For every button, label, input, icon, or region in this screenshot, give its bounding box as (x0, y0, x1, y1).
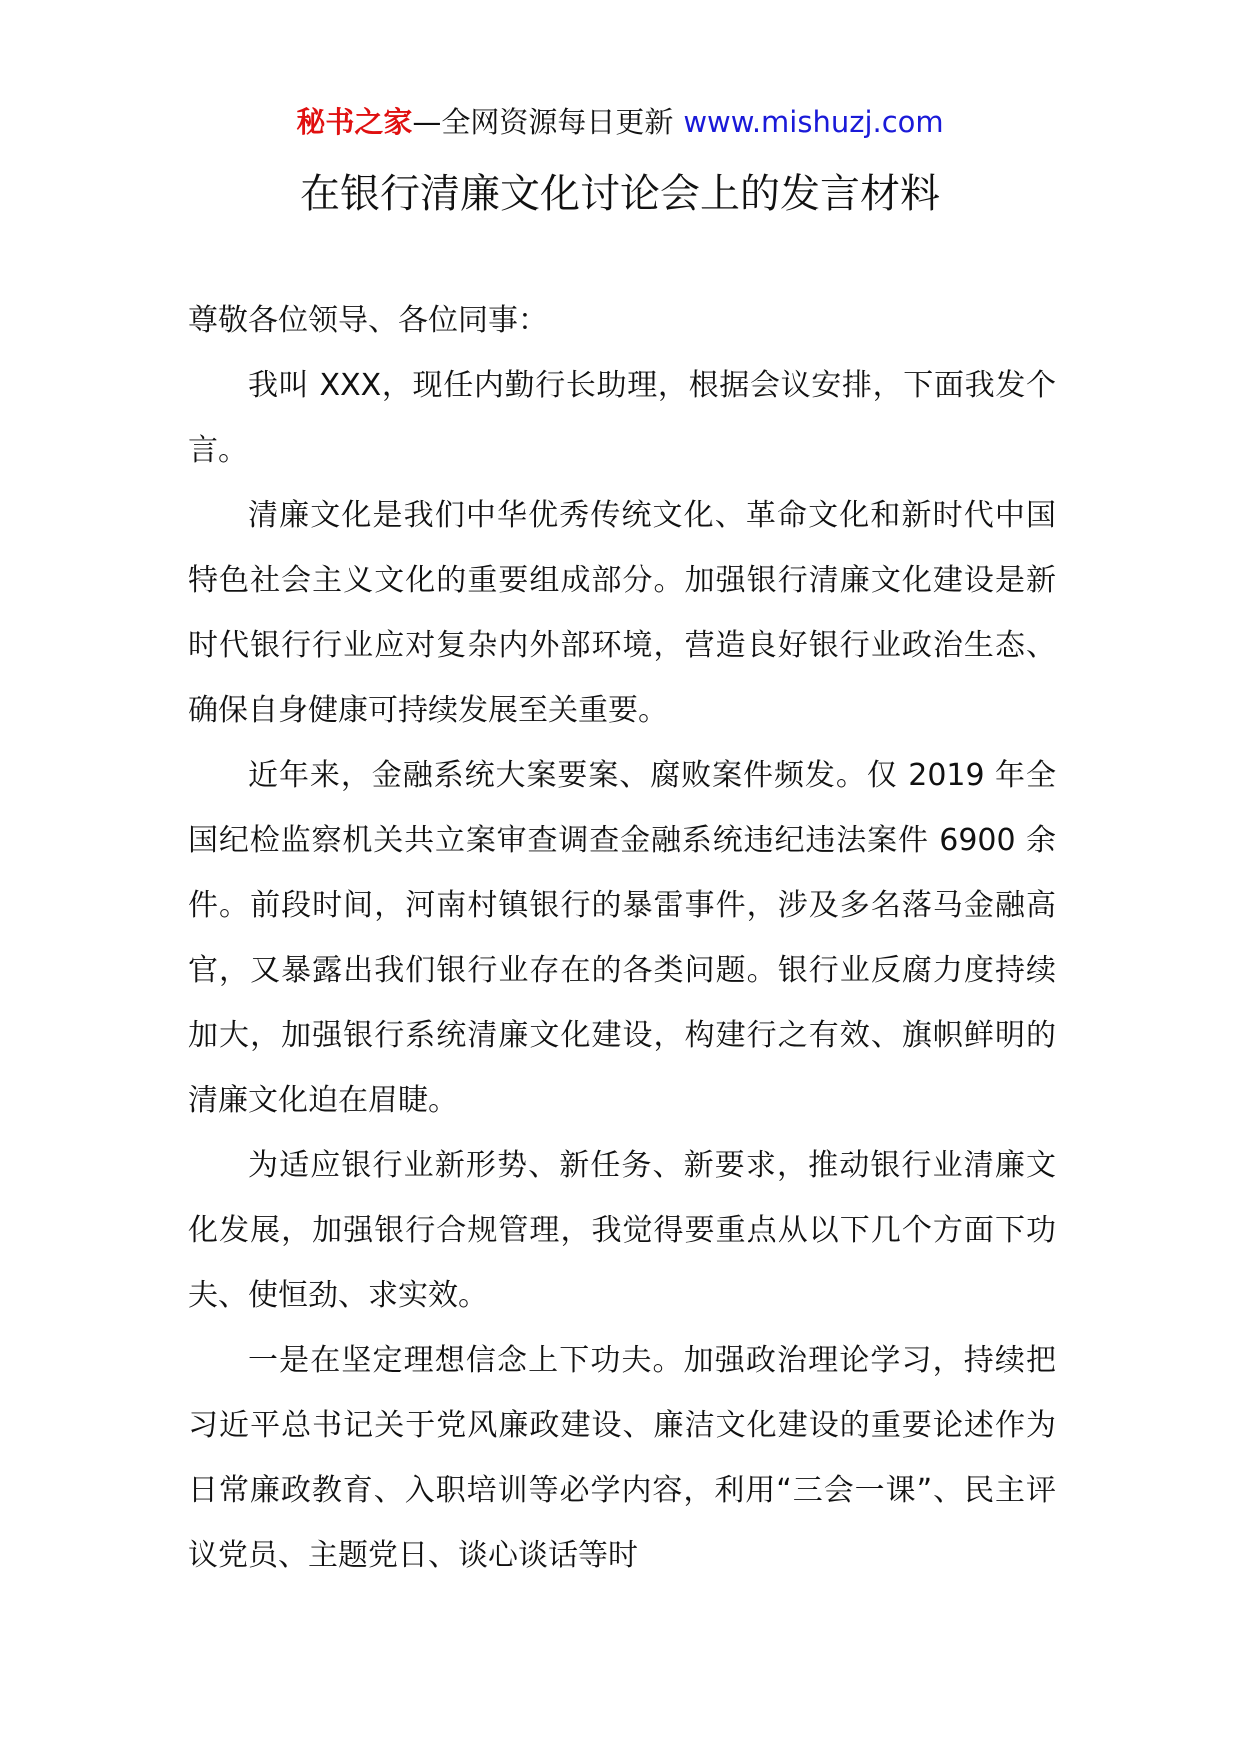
site-header (0, 100, 1240, 144)
header-tagline: —全网资源每日更新 (412, 105, 674, 139)
document-title: 在银行清廉文化讨论会上的发言材料 (300, 171, 940, 217)
document-body (188, 288, 1056, 1588)
paragraph: 清廉文化是我们中华优秀传统文化、革命文化和新时代中国特色社会主义文化的重要组成部分。加强银行清廉文化建设是新时代银行行业应对复杂内外部环境，营造良好银行业政治生态、确保自身健康可持续发展至关重要。 (188, 498, 1056, 728)
salutation: 尊敬各位领导、各位同事： (188, 303, 548, 338)
paragraph: 为适应银行业新形势、新任务、新要求，推动银行业清廉文化发展，加强银行合规管理，我觉得要重点从以下几个方面下功夫、使恒劲、求实效。 (188, 1148, 1056, 1313)
paragraph: 近年来，金融系统大案要案、腐败案件频发。仅 2019 年全国纪检监察机关共立案审查调查金融系统违纪违法案件 6900 余件。前段时间，河南村镇银行的暴雷事件，涉及多名落马金融高官，又暴露出我们银行业存在的各类问题。银行业反腐力度持续加大，加强银行系统清廉文化建设，构建行之有效、旗帜鲜明的清廉文化迫在眉睫。 (188, 758, 1056, 1118)
paragraph: 我叫 XXX，现任内勤行长助理，根据会议安排，下面我发个言。 (188, 368, 1056, 468)
brand-name: 秘书之家 (296, 105, 413, 139)
paragraph: 一是在坚定理想信念上下功夫。加强政治理论学习，持续把习近平总书记关于党风廉政建设、廉洁文化建设的重要论述作为日常廉政教育、入职培训等必学内容，利用“三会一课”、民主评议党员、主题党日、谈心谈话等时 (188, 1343, 1056, 1573)
site-url-link[interactable]: www.mishuzj.com (683, 105, 944, 139)
